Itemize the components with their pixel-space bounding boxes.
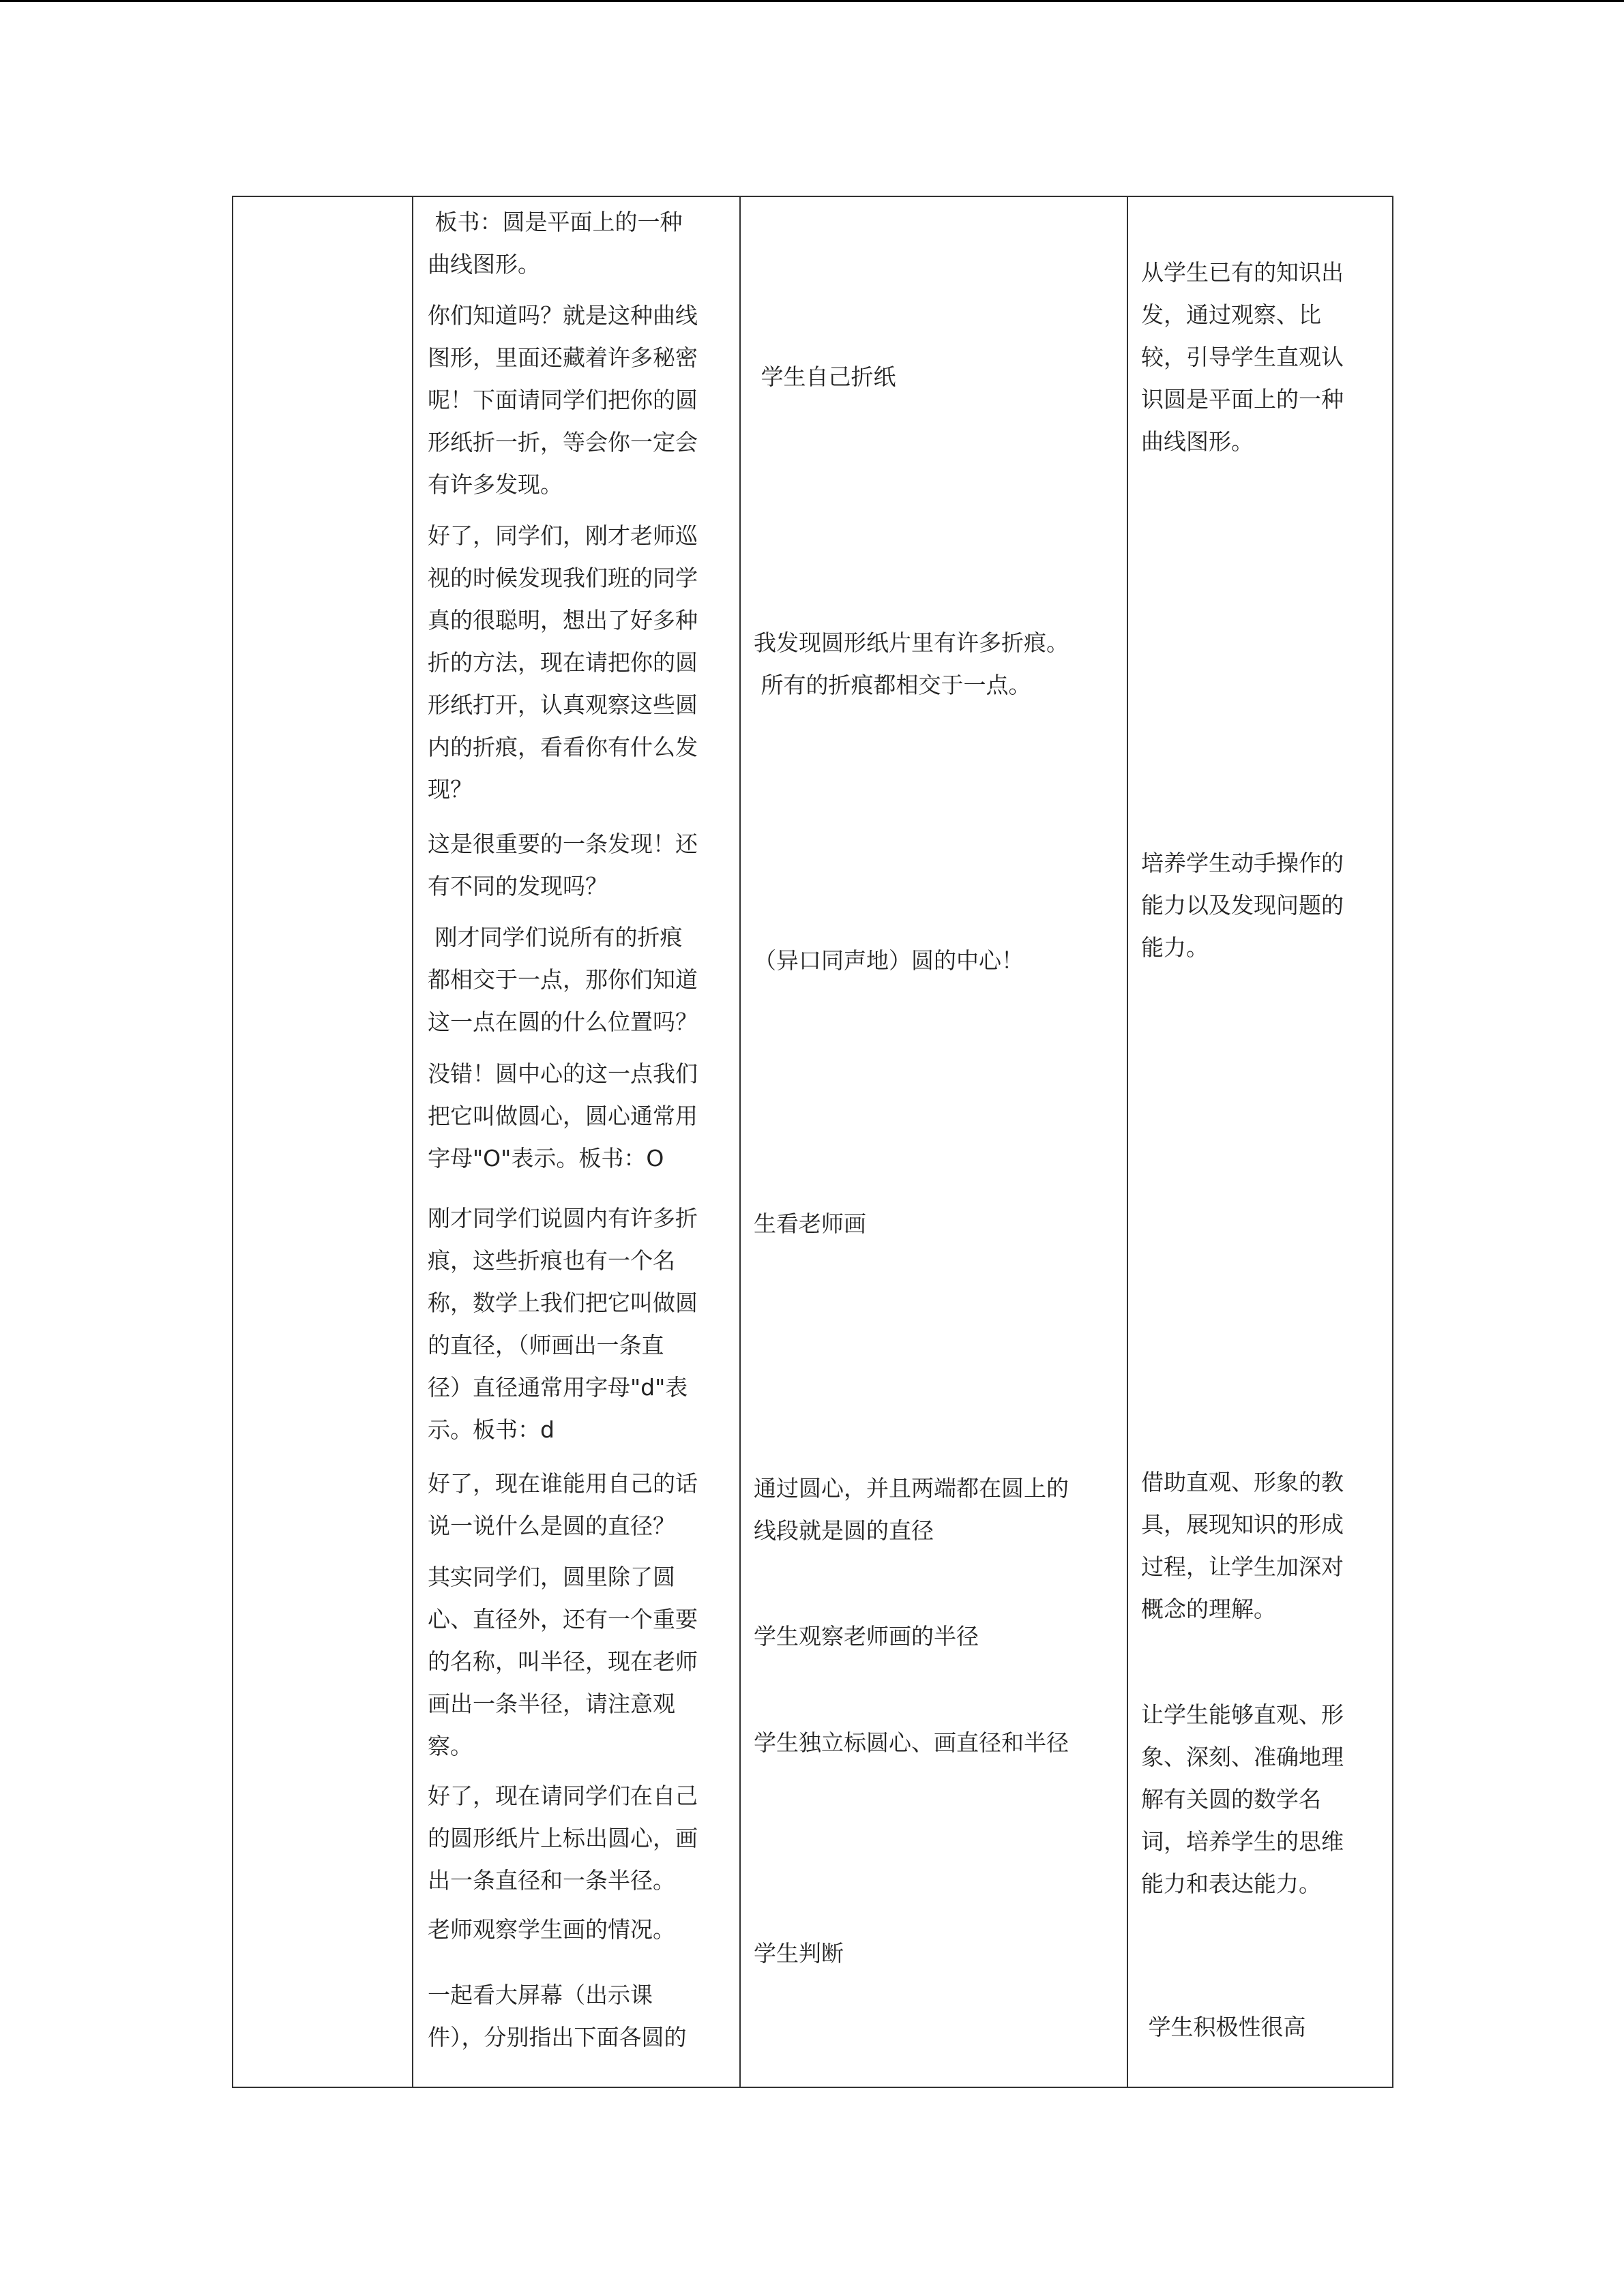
intent-paragraph: 借助直观、形象的教 具，展现知识的形成 过程，让学生加深对 概念的理解。 [1141, 1469, 1344, 1622]
teacher-paragraph: 好了，现在谁能用自己的话 说一说什么是圆的直径？ [428, 1470, 698, 1539]
intent-paragraph: 培养学生动手操作的 能力以及发现问题的 能力。 [1141, 850, 1344, 961]
student-paragraph: 生看老师画 [754, 1210, 866, 1237]
intent-paragraph: 让学生能够直观、形 象、深刻、准确地理 解有关圆的数学名 词，培养学生的思维 能力和表达能力。 [1141, 1701, 1344, 1897]
lesson-plan-table [232, 196, 1393, 2088]
student-paragraph: 学生观察老师画的半径 [754, 1623, 979, 1650]
teacher-paragraph: 你们知道吗？就是这种曲线 图形，里面还藏着许多秘密 呢！下面请同学们把你的圆 形纸折一折，等会你一定会 有许多发现。 [428, 302, 698, 498]
student-paragraph: 学生自己折纸 [754, 363, 896, 390]
teacher-paragraph: 刚才同学们说圆内有许多折 痕，这些折痕也有一个名 称，数学上我们把它叫做圆 的直径，（师画出一条直 径）直径通常用字母"d"表 示。板书：d [428, 1205, 698, 1443]
intent-paragraph: 学生积极性很高 [1141, 2014, 1306, 2040]
teacher-paragraph: 好了，同学们，刚才老师巡 视的时候发现我们班的同学 真的很聪明，想出了好多种 折的方法，现在请把你的圆 形纸打开，认真观察这些圆 内的折痕，看看你有什么发 现？ [428, 522, 698, 803]
teacher-activity-cell [412, 197, 739, 2087]
page-top-border [0, 0, 1624, 2]
student-activity-cell [739, 197, 1127, 2087]
teacher-paragraph: 这是很重要的一条发现！还 有不同的发现吗？ [428, 831, 698, 899]
teacher-paragraph: 板书：圆是平面上的一种 曲线图形。 [428, 209, 683, 278]
student-paragraph: （异口同声地）圆的中心！ [754, 947, 1024, 974]
stage-column-cell [233, 197, 412, 2087]
student-paragraph: 我发现圆形纸片里有许多折痕。 所有的折痕都相交于一点。 [754, 629, 1069, 698]
student-paragraph: 通过圆心，并且两端都在圆上的 线段就是圆的直径 [754, 1475, 1069, 1544]
student-paragraph: 学生独立标圆心、画直径和半径 [754, 1729, 1069, 1756]
teacher-paragraph: 刚才同学们说所有的折痕 都相交于一点，那你们知道 这一点在圆的什么位置吗？ [428, 924, 698, 1035]
teacher-paragraph: 其实同学们，圆里除了圆 心、直径外，还有一个重要 的名称，叫半径，现在老师 画出一条半径，请注意观 察。 [428, 1564, 698, 1759]
teacher-paragraph: 没错！圆中心的这一点我们 把它叫做圆心，圆心通常用 字母"O"表示。板书：O [428, 1060, 698, 1172]
design-intent-cell [1127, 197, 1393, 2087]
teacher-paragraph: 一起看大屏幕（出示课 件），分别指出下面各圆的 [428, 1982, 687, 2051]
teacher-paragraph: 老师观察学生画的情况。 [428, 1916, 675, 1943]
student-paragraph: 学生判断 [754, 1940, 844, 1967]
teacher-paragraph: 好了，现在请同学们在自己 的圆形纸片上标出圆心，画 出一条直径和一条半径。 [428, 1783, 698, 1894]
intent-paragraph: 从学生已有的知识出 发，通过观察、比 较，引导学生直观认 识圆是平面上的一种 曲线图形。 [1141, 259, 1344, 455]
